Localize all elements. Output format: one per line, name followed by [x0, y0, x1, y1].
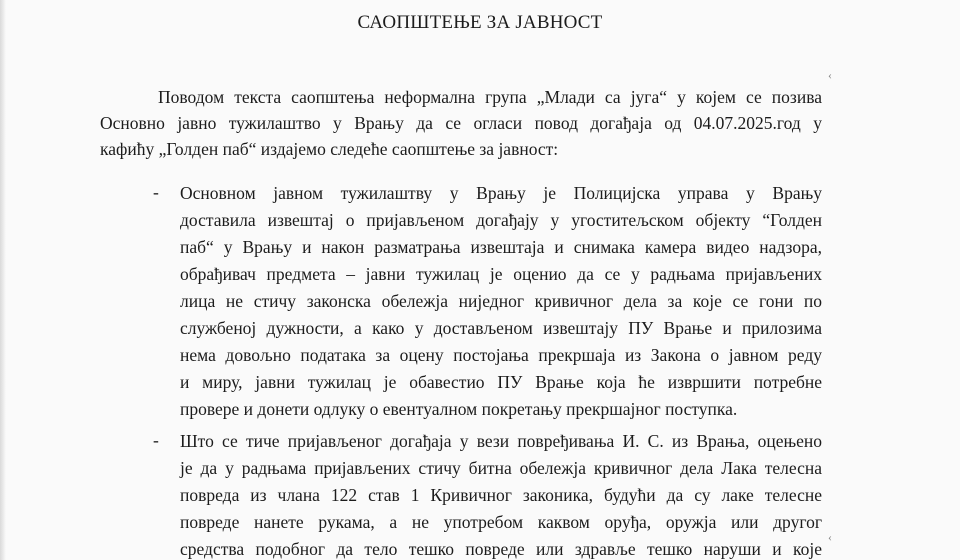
item-line: паб“ у Врању и након разматрања извештаја и снимака камера видео надзора, [180, 237, 822, 257]
item-line: службеној дужности, а како у достављеном извештају ПУ Врање и прилозима [180, 318, 822, 338]
item-line: средства подобног да тело тешко повреде или здравље тешко наруши и које [180, 539, 822, 559]
item-line: обрађивач предмета – јавни тужилац је оценио да се у радњама пријављених [180, 264, 822, 284]
item-line: повреде нанете рукама, а не употребом каквом оруђа, оружја или другог [180, 512, 822, 532]
list-bullet: - [153, 430, 159, 450]
intro-line-text: Поводом текста саопштења неформална група „Млади са југа“ у којем се позива [158, 87, 822, 107]
item-line: доставила извештај о пријављеном догађају у угоститељском објекту “Голден [180, 210, 822, 230]
margin-mark: ‹ [828, 530, 832, 544]
list-bullet: - [153, 182, 159, 202]
list-item [180, 428, 822, 560]
document-title: САОПШТЕЊЕ ЗА ЈАВНОСТ [357, 12, 603, 33]
item-line: и миру, јавни тужилац је обавестио ПУ Врање која ће извршити потребне [180, 372, 822, 392]
item-line: повреда из члана 122 став 1 Кривичног законика, будући да су лаке телесне [180, 485, 822, 505]
item-line: провере и донети одлуку о евентуалном покретању прекршајног поступка. [180, 399, 738, 419]
intro-line: Основно јавно тужилаштво у Врању да се огласи повод догађаја од 04.07.2025.год у [100, 113, 822, 133]
intro-line: кафићу „Голден паб“ издајемо следеће саопштење за јавност: [100, 139, 559, 159]
item-line: нема довољно података за оцену постојања прекршаја из Закона о јавном реду [180, 345, 822, 365]
item-line: Што се тиче пријављеног догађаја у вези повређивања И. С. из Врања, оцењено [180, 431, 822, 451]
item-line: је да у радњама пријављених стичу битна обележја кривичног дела Лака телесна [180, 458, 822, 478]
item-line: Основном јавном тужилаштву у Врању је Полицијска управа у Врању [180, 183, 822, 203]
list-item [180, 180, 822, 423]
page-edge-shadow [0, 0, 6, 560]
item-line: лица не стичу законска обележја ниједног кривичног дела за које се гони по [180, 291, 822, 311]
intro-line [100, 84, 822, 110]
intro-paragraph [100, 84, 822, 162]
margin-mark: ‹ [828, 68, 832, 82]
